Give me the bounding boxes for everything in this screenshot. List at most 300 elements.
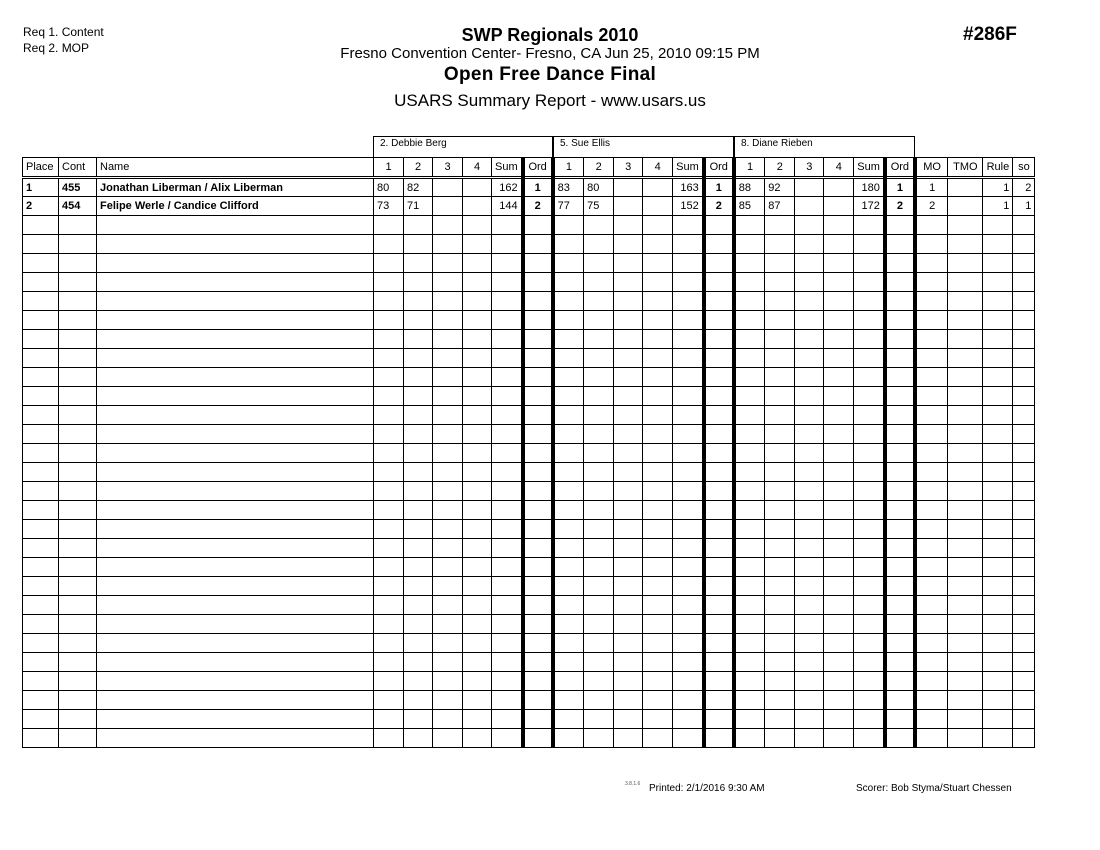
rule-cell (983, 577, 1013, 596)
place-cell (23, 520, 59, 539)
ordinal-cell (704, 254, 734, 273)
score-3-cell (614, 235, 643, 254)
empty-row (23, 368, 1035, 387)
score-2-cell: 87 (765, 197, 795, 216)
place-cell: 2 (23, 197, 59, 216)
place-cell (23, 292, 59, 311)
name-cell (97, 634, 374, 653)
score-3-cell (433, 406, 463, 425)
score-1-cell (553, 691, 584, 710)
so-cell (1013, 539, 1035, 558)
name-cell (97, 444, 374, 463)
col-j2-sum: Sum (673, 158, 704, 178)
score-3-cell (433, 520, 463, 539)
score-2-cell (765, 615, 795, 634)
score-2-cell (584, 387, 614, 406)
sum-cell (854, 596, 885, 615)
name-cell (97, 425, 374, 444)
score-4-cell (463, 463, 492, 482)
sum-cell (673, 634, 704, 653)
cont-cell (59, 558, 97, 577)
ordinal-cell (523, 463, 553, 482)
rule-cell (983, 710, 1013, 729)
sum-cell (492, 292, 523, 311)
score-1-cell (553, 729, 584, 748)
score-2-cell (584, 425, 614, 444)
score-1-cell (734, 425, 765, 444)
score-4-cell (463, 368, 492, 387)
score-3-cell (795, 729, 824, 748)
score-3-cell (795, 520, 824, 539)
score-3-cell (795, 710, 824, 729)
score-2-cell (765, 349, 795, 368)
col-place: Place (23, 158, 59, 178)
mo-cell (915, 482, 948, 501)
score-3-cell (795, 349, 824, 368)
score-1-cell (374, 235, 404, 254)
score-3-cell (433, 596, 463, 615)
tmo-cell (948, 482, 983, 501)
score-4-cell (824, 368, 854, 387)
col-j1-ord: Ord (523, 158, 553, 178)
ordinal-cell (523, 406, 553, 425)
score-3-cell (433, 349, 463, 368)
rule-cell (983, 387, 1013, 406)
sum-cell: 172 (854, 197, 885, 216)
score-2-cell (404, 577, 433, 596)
score-2-cell (584, 672, 614, 691)
score-3-cell (433, 634, 463, 653)
score-4-cell (824, 729, 854, 748)
ordinal-cell: 2 (523, 197, 553, 216)
mo-cell (915, 729, 948, 748)
score-4-cell (643, 254, 673, 273)
tmo-cell (948, 216, 983, 235)
name-cell (97, 729, 374, 748)
score-4-cell (824, 615, 854, 634)
mo-cell (915, 330, 948, 349)
tmo-cell (948, 729, 983, 748)
name-cell (97, 691, 374, 710)
sum-cell (492, 672, 523, 691)
ordinal-cell (885, 273, 915, 292)
ordinal-cell (523, 235, 553, 254)
ordinal-cell (523, 330, 553, 349)
place-cell (23, 691, 59, 710)
score-1-cell (374, 311, 404, 330)
name-cell (97, 292, 374, 311)
score-1-cell (734, 406, 765, 425)
score-1-cell (734, 330, 765, 349)
score-3-cell (614, 691, 643, 710)
score-1-cell (734, 349, 765, 368)
sum-cell (492, 216, 523, 235)
sum-cell (854, 463, 885, 482)
score-3-cell (795, 330, 824, 349)
score-3-cell (795, 482, 824, 501)
ordinal-cell (704, 482, 734, 501)
cont-cell (59, 406, 97, 425)
score-1-cell (374, 444, 404, 463)
sum-cell (492, 615, 523, 634)
score-4-cell (463, 178, 492, 197)
score-3-cell (614, 273, 643, 292)
ordinal-cell (885, 482, 915, 501)
name-cell (97, 273, 374, 292)
score-1-cell (553, 311, 584, 330)
score-1-cell (374, 672, 404, 691)
tmo-cell (948, 501, 983, 520)
sum-cell (854, 558, 885, 577)
score-4-cell (643, 406, 673, 425)
empty-row (23, 520, 1035, 539)
sum-cell (492, 273, 523, 292)
score-4-cell (463, 691, 492, 710)
score-4-cell (463, 311, 492, 330)
place-cell (23, 539, 59, 558)
sum-cell (673, 558, 704, 577)
score-3-cell (433, 425, 463, 444)
place-cell (23, 235, 59, 254)
score-1-cell (553, 615, 584, 634)
score-1-cell (734, 672, 765, 691)
score-3-cell (614, 615, 643, 634)
score-1-cell (553, 368, 584, 387)
score-4-cell (824, 406, 854, 425)
score-2-cell (404, 444, 433, 463)
score-3-cell (614, 558, 643, 577)
score-2-cell (765, 672, 795, 691)
score-1-cell (374, 710, 404, 729)
score-3-cell (433, 216, 463, 235)
score-4-cell (643, 672, 673, 691)
ordinal-cell: 1 (523, 178, 553, 197)
rule-cell (983, 254, 1013, 273)
score-4-cell (643, 349, 673, 368)
score-4-cell (643, 501, 673, 520)
rule-cell (983, 596, 1013, 615)
score-1-cell (553, 672, 584, 691)
ordinal-cell (885, 368, 915, 387)
tmo-cell (948, 292, 983, 311)
tmo-cell (948, 330, 983, 349)
score-3-cell (795, 558, 824, 577)
ordinal-cell (885, 254, 915, 273)
sum-cell (854, 216, 885, 235)
sum-cell (673, 254, 704, 273)
score-4-cell (824, 482, 854, 501)
score-2-cell (765, 292, 795, 311)
sum-cell (492, 520, 523, 539)
ordinal-cell (704, 558, 734, 577)
tmo-cell (948, 444, 983, 463)
score-2-cell (584, 691, 614, 710)
ordinal-cell (704, 710, 734, 729)
name-cell (97, 653, 374, 672)
score-1-cell (553, 577, 584, 596)
cont-cell (59, 577, 97, 596)
score-1-cell (374, 596, 404, 615)
so-cell (1013, 216, 1035, 235)
rule-cell (983, 216, 1013, 235)
sum-cell (673, 482, 704, 501)
so-cell (1013, 653, 1035, 672)
score-3-cell (433, 577, 463, 596)
score-1-cell (734, 710, 765, 729)
empty-row (23, 406, 1035, 425)
sum-cell (492, 311, 523, 330)
score-1-cell: 88 (734, 178, 765, 197)
rule-cell (983, 235, 1013, 254)
score-1-cell: 80 (374, 178, 404, 197)
venue-line: Fresno Convention Center- Fresno, CA Jun 25, 2010 09:15 PM (340, 45, 760, 62)
ordinal-cell (885, 729, 915, 748)
score-2-cell (765, 387, 795, 406)
summary-table (22, 157, 1035, 748)
cont-cell (59, 368, 97, 387)
sum-cell: 163 (673, 178, 704, 197)
sum-cell (673, 273, 704, 292)
score-3-cell (795, 197, 824, 216)
score-3-cell (614, 349, 643, 368)
score-4-cell (824, 216, 854, 235)
score-2-cell (765, 501, 795, 520)
ordinal-cell (523, 482, 553, 501)
rule-cell (983, 482, 1013, 501)
score-1-cell (374, 330, 404, 349)
mo-cell (915, 425, 948, 444)
score-2-cell (584, 729, 614, 748)
ordinal-cell (704, 634, 734, 653)
ordinal-cell (885, 558, 915, 577)
sum-cell (673, 501, 704, 520)
score-1-cell (734, 653, 765, 672)
cont-cell (59, 273, 97, 292)
rule-cell (983, 615, 1013, 634)
score-1-cell (734, 444, 765, 463)
score-4-cell (463, 520, 492, 539)
version-stamp: 3.8.1.6 (625, 781, 641, 787)
score-3-cell (795, 539, 824, 558)
tmo-cell (948, 197, 983, 216)
score-4-cell (463, 482, 492, 501)
name-cell (97, 615, 374, 634)
place-cell (23, 596, 59, 615)
score-2-cell (765, 330, 795, 349)
name-cell (97, 710, 374, 729)
score-4-cell (643, 729, 673, 748)
score-2-cell (765, 463, 795, 482)
score-3-cell (614, 425, 643, 444)
score-1-cell (734, 292, 765, 311)
score-4-cell (643, 216, 673, 235)
ordinal-cell (885, 634, 915, 653)
score-4-cell (463, 444, 492, 463)
score-2-cell (584, 577, 614, 596)
score-3-cell (614, 406, 643, 425)
score-1-cell (553, 292, 584, 311)
score-2-cell (584, 311, 614, 330)
empty-row (23, 710, 1035, 729)
ordinal-cell (523, 653, 553, 672)
score-2-cell (765, 691, 795, 710)
sum-cell (673, 235, 704, 254)
score-3-cell (795, 311, 824, 330)
score-1-cell (374, 634, 404, 653)
score-4-cell (643, 520, 673, 539)
ordinal-cell (704, 216, 734, 235)
sum-cell (492, 235, 523, 254)
sum-cell: 162 (492, 178, 523, 197)
tmo-cell (948, 273, 983, 292)
score-2-cell (404, 634, 433, 653)
ordinal-cell: 2 (885, 197, 915, 216)
score-2-cell (765, 254, 795, 273)
score-3-cell (614, 520, 643, 539)
mo-cell (915, 539, 948, 558)
empty-row (23, 653, 1035, 672)
score-3-cell (433, 691, 463, 710)
score-4-cell (643, 463, 673, 482)
sum-cell (854, 634, 885, 653)
score-1-cell (553, 387, 584, 406)
rule-cell (983, 672, 1013, 691)
col-j3-1: 1 (734, 158, 765, 178)
place-cell (23, 634, 59, 653)
ordinal-cell (885, 425, 915, 444)
sum-cell (673, 330, 704, 349)
score-3-cell (795, 254, 824, 273)
so-cell (1013, 368, 1035, 387)
tmo-cell (948, 615, 983, 634)
empty-row (23, 235, 1035, 254)
score-2-cell (404, 653, 433, 672)
place-cell (23, 349, 59, 368)
cont-cell (59, 425, 97, 444)
mo-cell (915, 615, 948, 634)
score-2-cell (584, 330, 614, 349)
place-cell (23, 330, 59, 349)
cont-cell (59, 387, 97, 406)
score-3-cell (795, 463, 824, 482)
ordinal-cell (523, 577, 553, 596)
score-3-cell (433, 387, 463, 406)
ordinal-cell (885, 463, 915, 482)
ordinal-cell (704, 520, 734, 539)
score-4-cell (643, 710, 673, 729)
col-so: so (1013, 158, 1035, 178)
ordinal-cell (704, 406, 734, 425)
score-4-cell (463, 254, 492, 273)
score-4-cell (643, 330, 673, 349)
score-1-cell (734, 273, 765, 292)
ordinal-cell (523, 729, 553, 748)
score-1-cell: 77 (553, 197, 584, 216)
score-3-cell (614, 368, 643, 387)
cont-cell (59, 520, 97, 539)
score-2-cell (584, 482, 614, 501)
sum-cell (673, 729, 704, 748)
score-4-cell (824, 558, 854, 577)
sum-cell (854, 615, 885, 634)
sum-cell (673, 596, 704, 615)
ordinal-cell: 1 (885, 178, 915, 197)
so-cell (1013, 482, 1035, 501)
score-1-cell (374, 729, 404, 748)
tmo-cell (948, 349, 983, 368)
score-1-cell (553, 539, 584, 558)
score-2-cell (404, 710, 433, 729)
so-cell (1013, 520, 1035, 539)
score-1-cell: 73 (374, 197, 404, 216)
name-cell (97, 235, 374, 254)
score-4-cell (824, 577, 854, 596)
col-j2-3: 3 (614, 158, 643, 178)
rule-cell (983, 425, 1013, 444)
score-4-cell (463, 425, 492, 444)
empty-row (23, 577, 1035, 596)
ordinal-cell (523, 710, 553, 729)
mo-cell (915, 349, 948, 368)
score-1-cell (553, 444, 584, 463)
place-cell (23, 710, 59, 729)
score-3-cell (433, 444, 463, 463)
tmo-cell (948, 672, 983, 691)
score-4-cell (643, 273, 673, 292)
ordinal-cell (885, 311, 915, 330)
cont-cell: 455 (59, 178, 97, 197)
score-2-cell: 80 (584, 178, 614, 197)
score-3-cell (433, 273, 463, 292)
score-1-cell (374, 501, 404, 520)
ordinal-cell (523, 292, 553, 311)
tmo-cell (948, 653, 983, 672)
score-3-cell (433, 501, 463, 520)
score-4-cell (463, 501, 492, 520)
ordinal-cell (885, 710, 915, 729)
score-2-cell (404, 520, 433, 539)
score-1-cell (553, 330, 584, 349)
score-1-cell (374, 482, 404, 501)
score-3-cell (795, 387, 824, 406)
sum-cell (673, 672, 704, 691)
sum-cell (854, 406, 885, 425)
score-3-cell (795, 577, 824, 596)
score-1-cell (734, 596, 765, 615)
score-4-cell (824, 311, 854, 330)
sum-cell (673, 216, 704, 235)
ordinal-cell: 1 (704, 178, 734, 197)
so-cell (1013, 691, 1035, 710)
score-3-cell (795, 425, 824, 444)
empty-row (23, 254, 1035, 273)
score-1-cell (734, 691, 765, 710)
col-j3-sum: Sum (854, 158, 885, 178)
score-2-cell (404, 330, 433, 349)
printed-timestamp: Printed: 2/1/2016 9:30 AM (649, 783, 765, 794)
col-j3-2: 2 (765, 158, 795, 178)
score-1-cell (553, 596, 584, 615)
competition-title: SWP Regionals 2010 (461, 25, 639, 45)
score-4-cell (643, 577, 673, 596)
score-3-cell (614, 672, 643, 691)
score-3-cell (795, 596, 824, 615)
so-cell (1013, 387, 1035, 406)
cont-cell (59, 216, 97, 235)
ordinal-cell (885, 501, 915, 520)
event-title: Open Free Dance Final (443, 64, 657, 85)
rule-cell (983, 330, 1013, 349)
